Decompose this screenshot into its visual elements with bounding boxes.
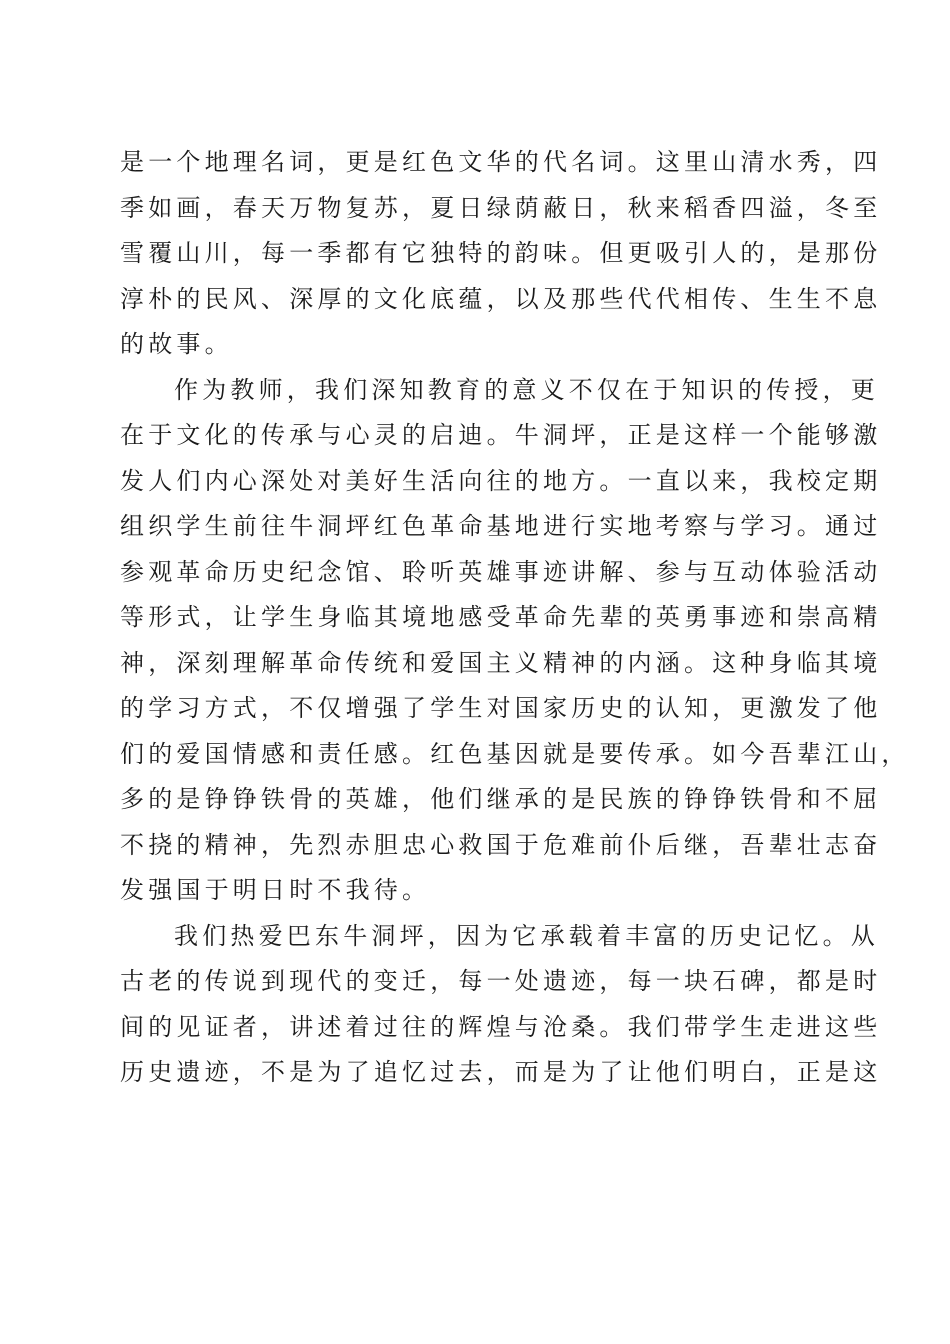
text-line: 等形式，让学生身临其境地感受革命先辈的英勇事迹和崇高精 (120, 603, 882, 631)
body-text (120, 140, 910, 1096)
paragraph-3 (120, 914, 882, 1096)
text-line: 神，深刻理解革命传统和爱国主义精神的内涵。这种身临其境 (120, 648, 882, 677)
text-line: 历史遗迹，不是为了追忆过去，而是为了让他们明白，正是这 (120, 1058, 882, 1086)
paragraph-1 (120, 140, 882, 368)
text-line: 组织学生前往牛洞坪红色革命基地进行实地考察与学习。通过 (120, 512, 882, 540)
text-line: 我们热爱巴东牛洞坪，因为它承载着丰富的历史记忆。从 (174, 921, 879, 950)
paragraph-2 (120, 368, 910, 914)
text-line: 雪覆山川，每一季都有它独特的韵味。但更吸引人的，是那份 (120, 239, 882, 267)
text-line: 的学习方式，不仅增强了学生对国家历史的认知，更激发了他 (120, 694, 882, 722)
text-line: 作为教师，我们深知教育的意义不仅在于知识的传授，更 (174, 375, 879, 404)
text-line: 不挠的精神，先烈赤胆忠心救国于危难前仆后继，吾辈壮志奋 (120, 830, 882, 859)
text-line: 古老的传说到现代的变迁，每一处遗迹，每一块石碑，都是时 (120, 967, 882, 995)
text-line: 是一个地理名词，更是红色文华的代名词。这里山清水秀，四 (120, 148, 882, 176)
text-line: 在于文化的传承与心灵的启迪。牛洞坪，正是这样一个能够激 (120, 421, 882, 449)
text-line: 参观革命历史纪念馆、聆听英雄事迹讲解、参与互动体验活动 (120, 557, 882, 586)
text-line: 多的是铮铮铁骨的英雄，他们继承的是民族的铮铮铁骨和不屈 (120, 785, 882, 813)
text-line: 们的爱国情感和责任感。红色基因就是要传承。如今吾辈江山， (120, 739, 910, 768)
text-line: 的故事。 (120, 330, 233, 358)
text-line: 淳朴的民风、深厚的文化底蕴，以及那些代代相传、生生不息 (120, 284, 882, 313)
text-line: 发人们内心深处对美好生活向往的地方。一直以来，我校定期 (120, 466, 882, 495)
text-line: 间的见证者，讲述着过往的辉煌与沧桑。我们带学生走进这些 (120, 1012, 882, 1041)
text-line: 发强国于明日时不我待。 (120, 876, 431, 904)
text-line: 季如画，春天万物复苏，夏日绿荫蔽日，秋来稻香四溢，冬至 (120, 193, 882, 222)
